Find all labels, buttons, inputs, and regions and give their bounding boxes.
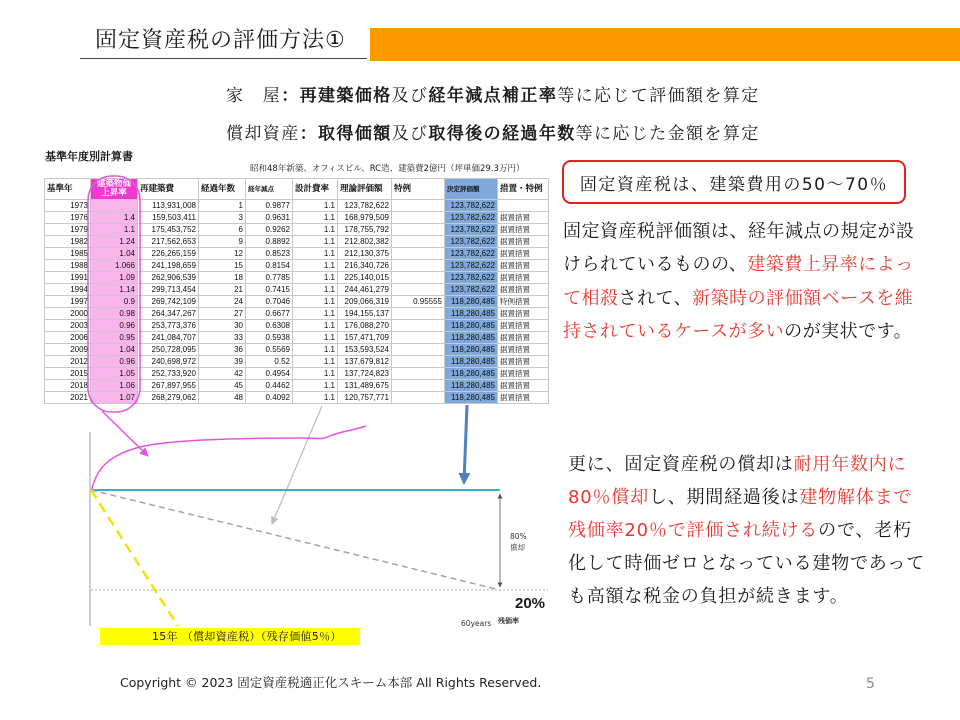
title-underline [80, 58, 367, 59]
table-cell: 18 [199, 272, 246, 284]
table-cell: 176,088,270 [338, 320, 392, 332]
table-row [45, 272, 549, 284]
table-cell [392, 332, 445, 344]
table-cell: 2000 [45, 308, 91, 320]
table-cell: 0.8892 [246, 236, 293, 248]
table-cell: 2009 [45, 344, 91, 356]
table-row [45, 320, 549, 332]
table-cell: 178,755,792 [338, 224, 392, 236]
table-cell: 24 [199, 296, 246, 308]
text-segment: 等に応じて評価額を算定 [557, 86, 760, 106]
table-cell: 1991 [45, 272, 91, 284]
table-cell: 1.1 [293, 200, 338, 212]
table-cell: 123,782,622 [445, 248, 498, 260]
table-cell: 36 [199, 344, 246, 356]
table-cell: 217,562,653 [138, 236, 199, 248]
table-cell: 1.1 [293, 284, 338, 296]
column-header: 経年減点 [246, 179, 293, 200]
table-cell: 1.1 [293, 308, 338, 320]
depreciation-percent-label: 80% [510, 532, 527, 541]
table-cell [392, 392, 445, 404]
copyright-footer: Copyright © 2023 固定資産税適正化スキーム本部 All Rights Reserved. [120, 675, 542, 690]
table-cell: 据置措置 [498, 224, 549, 236]
table-cell [392, 320, 445, 332]
table-row [45, 224, 549, 236]
column-header: 設計費率 [293, 179, 338, 200]
column-header: 基準年 [45, 179, 91, 200]
theoretical-depreciation-line [91, 490, 500, 590]
table-cell: 1.1 [293, 368, 338, 380]
table-cell [392, 260, 445, 272]
table-cell: 1.066 [91, 260, 138, 272]
table-cell [392, 380, 445, 392]
table-row [45, 380, 549, 392]
table-cell: 253,773,376 [138, 320, 199, 332]
table-cell: 299,713,454 [138, 284, 199, 296]
table-cell: 0.9877 [246, 200, 293, 212]
table-cell: 据置措置 [498, 212, 549, 224]
table-cell: 168,979,509 [338, 212, 392, 224]
table-cell: 241,084,707 [138, 332, 199, 344]
title-accent-bar [370, 28, 960, 61]
table-cell: 1.06 [91, 380, 138, 392]
assessed-value-arrow [464, 405, 467, 483]
table-cell: 45 [199, 380, 246, 392]
table-caption: 昭和48年新築、オフィスビル、RC造、建築費2億円（坪単価29.3万円） [250, 164, 525, 174]
emphasized-text: 建物解体まで [799, 487, 913, 508]
table-cell: 0.4462 [246, 380, 293, 392]
table-cell: 15 [199, 260, 246, 272]
table-cell [392, 356, 445, 368]
table-cell: 267,897,955 [138, 380, 199, 392]
table-cell: 0.8523 [246, 248, 293, 260]
table-cell: 2003 [45, 320, 91, 332]
table-cell [392, 308, 445, 320]
table-cell [498, 200, 549, 212]
table-cell: 212,802,382 [338, 236, 392, 248]
callout-box [562, 160, 906, 204]
table-cell: 0.7046 [246, 296, 293, 308]
table-cell: 194,155,137 [338, 308, 392, 320]
table-cell: 48 [199, 392, 246, 404]
table-cell: 118,280,485 [445, 368, 498, 380]
table-cell [392, 212, 445, 224]
slide-title: 固定資産税の評価方法① [95, 28, 346, 53]
text-line [568, 448, 925, 481]
table-cell: 244,461,279 [338, 284, 392, 296]
text-line [563, 215, 915, 248]
table-row [45, 260, 549, 272]
table-cell: 1.1 [293, 344, 338, 356]
table-cell: 39 [199, 356, 246, 368]
text-line [563, 282, 915, 315]
explanation-paragraph-1 [563, 215, 915, 348]
table-cell: 0.95 [91, 332, 138, 344]
table-row [45, 200, 549, 212]
table-cell: 123,782,622 [445, 224, 498, 236]
table-cell: 据置措置 [498, 320, 549, 332]
table-cell [392, 368, 445, 380]
emphasized-text: 耐用年数内に [793, 454, 907, 475]
table-cell: 0.9 [91, 296, 138, 308]
depreciable-asset-line [91, 490, 178, 626]
table-cell: 2018 [45, 380, 91, 392]
text-segment: 及び [391, 124, 429, 144]
table-cell: 1.1 [293, 272, 338, 284]
emphasized-text: 新築時の評価額ベースを維 [692, 287, 914, 309]
table-cell: 12 [199, 248, 246, 260]
table-cell: 118,280,485 [445, 296, 498, 308]
table-cell: 0.96 [91, 320, 138, 332]
table-cell: 1979 [45, 224, 91, 236]
building-price-curve [92, 426, 366, 489]
theoretical-value-arrow [272, 406, 322, 524]
table-cell: 175,453,752 [138, 224, 199, 236]
table-cell: 1982 [45, 236, 91, 248]
table-cell: 159,503,411 [138, 212, 199, 224]
table-cell: 1.07 [91, 392, 138, 404]
text-segment: も高額な税金の負担が続きます。 [568, 586, 849, 607]
callout-text: 固定資産税は、建築費用の50～70％ [579, 174, 889, 195]
table-cell [91, 200, 138, 212]
table-cell: 1.1 [293, 260, 338, 272]
table-cell [392, 284, 445, 296]
table-cell: 1.1 [293, 212, 338, 224]
emphasized-text: て相殺 [563, 287, 619, 309]
table-cell: 118,280,485 [445, 380, 498, 392]
table-cell: 21 [199, 284, 246, 296]
table-cell: 1.1 [293, 356, 338, 368]
emphasized-text: 80％償却 [568, 487, 649, 508]
table-cell: 1.1 [293, 296, 338, 308]
table-cell: 据置措置 [498, 272, 549, 284]
table-cell: 0.98 [91, 308, 138, 320]
text-line [563, 248, 915, 281]
table-cell: 2021 [45, 392, 91, 404]
table-cell [392, 224, 445, 236]
table-cell: 269,742,109 [138, 296, 199, 308]
table-row [45, 248, 549, 260]
table-cell: 42 [199, 368, 246, 380]
table-cell: 据置措置 [498, 368, 549, 380]
table-cell: 33 [199, 332, 246, 344]
table-cell: 1.1 [293, 332, 338, 344]
text-segment: 家 屋 [226, 86, 282, 106]
table-cell: 1973 [45, 200, 91, 212]
text-line [568, 580, 925, 613]
table-row [45, 212, 549, 224]
table-cell: 0.4092 [246, 392, 293, 404]
table-cell [392, 272, 445, 284]
table-cell: 1997 [45, 296, 91, 308]
table-cell: 1994 [45, 284, 91, 296]
table-cell: 9 [199, 236, 246, 248]
emphasized-text: 取得後の経過年数 [428, 124, 576, 144]
table-cell: 6 [199, 224, 246, 236]
table-cell [392, 200, 445, 212]
table-cell: 268,279,062 [138, 392, 199, 404]
text-segment: のが実状です。 [784, 320, 913, 342]
table-cell: 1.04 [91, 248, 138, 260]
table-cell: 据置措置 [498, 332, 549, 344]
table-cell: 118,280,485 [445, 392, 498, 404]
column-header: 決定評価額 [445, 179, 498, 200]
table-row [45, 332, 549, 344]
table-cell: 209,066,319 [338, 296, 392, 308]
text-line [568, 547, 925, 580]
table-cell: 0.8154 [246, 260, 293, 272]
table-row [45, 236, 549, 248]
table-cell: 据置措置 [498, 392, 549, 404]
table-cell: 131,489,675 [338, 380, 392, 392]
table-cell: 0.9631 [246, 212, 293, 224]
price-increase-arrow [102, 411, 148, 456]
table-cell: 1976 [45, 212, 91, 224]
table-cell: 123,782,622 [445, 212, 498, 224]
table-cell: 3 [199, 212, 246, 224]
text-segment: 固定資産税評価額は、経年減点の規定が設 [563, 221, 915, 242]
table-cell: 264,347,267 [138, 308, 199, 320]
table-cell: 226,265,159 [138, 248, 199, 260]
table-cell: 250,728,095 [138, 344, 199, 356]
table-cell: 特例措置 [498, 296, 549, 308]
text-line [226, 115, 760, 153]
table-row [45, 308, 549, 320]
table-cell: 123,782,622 [445, 272, 498, 284]
table-cell: 1.1 [293, 236, 338, 248]
page-number: 5 [866, 676, 875, 692]
table-cell: 241,198,659 [138, 260, 199, 272]
text-segment: 償却資産 [226, 124, 300, 144]
table-row [45, 368, 549, 380]
column-header: 措置・特例 [498, 179, 549, 200]
table-cell: 252,733,920 [138, 368, 199, 380]
table-cell: 1985 [45, 248, 91, 260]
text-line [568, 514, 925, 547]
table-cell: 0.4954 [246, 368, 293, 380]
table-cell: 1.05 [91, 368, 138, 380]
text-segment: 及び [391, 86, 429, 106]
emphasized-text: 経年減点補正率 [428, 86, 558, 106]
table-cell: 0.5569 [246, 344, 293, 356]
table-cell: 据置措置 [498, 236, 549, 248]
column-header: 建築物価 上昇率 [91, 179, 138, 200]
table-row [45, 284, 549, 296]
table-header-row [45, 179, 549, 200]
table-cell: 118,280,485 [445, 320, 498, 332]
summary-lines [226, 77, 760, 153]
table-cell: 1.4 [91, 212, 138, 224]
table-cell: 1.04 [91, 344, 138, 356]
table-cell: 137,724,823 [338, 368, 392, 380]
table-cell: 0.7415 [246, 284, 293, 296]
table-cell: 据置措置 [498, 380, 549, 392]
text-segment: し、期間経過後は [648, 487, 800, 508]
table-row [45, 344, 549, 356]
table-cell: 据置措置 [498, 284, 549, 296]
table-cell: 1 [199, 200, 246, 212]
text-segment: ので、老朽 [818, 520, 912, 541]
table-row [45, 296, 549, 308]
table-cell: 0.52 [246, 356, 293, 368]
table-cell: 据置措置 [498, 344, 549, 356]
table-cell: 1.1 [293, 224, 338, 236]
table-cell [392, 344, 445, 356]
table-cell [392, 248, 445, 260]
table-cell: 123,782,622 [445, 200, 498, 212]
table-cell: 1.09 [91, 272, 138, 284]
table-cell: 118,280,485 [445, 308, 498, 320]
residual-rate-label: 残価率 [498, 617, 519, 625]
table-cell: 1.1 [293, 248, 338, 260]
table-cell: 1.1 [293, 392, 338, 404]
emphasized-text: 建築費上昇率によっ [747, 254, 914, 276]
duration-label: 60years [461, 619, 492, 628]
column-header: 再建築費 [138, 179, 199, 200]
table-cell: 118,280,485 [445, 332, 498, 344]
table-cell: 118,280,485 [445, 356, 498, 368]
column-header: 特例 [392, 179, 445, 200]
table-cell: 1.1 [293, 320, 338, 332]
text-line [226, 77, 760, 115]
table-cell: 113,931,008 [138, 200, 199, 212]
table-cell: 1.1 [91, 224, 138, 236]
table-cell: 0.6308 [246, 320, 293, 332]
table-cell: 262,906,539 [138, 272, 199, 284]
table-cell: 1.1 [293, 380, 338, 392]
table-cell: 0.5938 [246, 332, 293, 344]
note-text: 15年 （償却資産税）（残存価値5％） [152, 630, 342, 643]
table-cell: 1988 [45, 260, 91, 272]
table-cell: 2006 [45, 332, 91, 344]
table-cell: 0.95555 [392, 296, 445, 308]
text-segment: 等に応じた金額を算定 [575, 124, 760, 144]
emphasized-text: 残価率20％で評価され続ける [568, 520, 819, 541]
column-header: 理論評価額 [338, 179, 392, 200]
table-cell: 157,471,709 [338, 332, 392, 344]
table-head [45, 179, 549, 200]
text-segment: 化して時価ゼロとなっている建物であって [568, 553, 926, 574]
table-cell: 0.7785 [246, 272, 293, 284]
table-cell: 据置措置 [498, 308, 549, 320]
table-row [45, 392, 549, 404]
column-header: 経過年数 [199, 179, 246, 200]
depreciable-asset-note [100, 628, 360, 645]
table-cell: 0.6677 [246, 308, 293, 320]
table-cell: 212,130,375 [338, 248, 392, 260]
depreciation-label: 償却 [510, 543, 525, 552]
table-cell: 0.96 [91, 356, 138, 368]
emphasized-text: ：再建築価格 [281, 86, 392, 106]
table-cell: 2012 [45, 356, 91, 368]
table-cell: 据置措置 [498, 260, 549, 272]
table-cell: 216,340,726 [338, 260, 392, 272]
table-cell: 1.14 [91, 284, 138, 296]
valuation-chart [90, 426, 548, 628]
table-cell: 123,782,622 [445, 260, 498, 272]
table-cell: 据置措置 [498, 356, 549, 368]
table-title: 基準年度別計算書 [45, 150, 133, 163]
text-line [563, 315, 915, 348]
calc-table [44, 178, 549, 404]
table-row [45, 356, 549, 368]
table-cell: 27 [199, 308, 246, 320]
explanation-paragraph-2 [568, 448, 925, 613]
table-cell: 137,679,812 [338, 356, 392, 368]
text-segment: されて、 [618, 287, 693, 309]
emphasized-text: ：取得価額 [299, 124, 392, 144]
table-cell: 123,782,622 [338, 200, 392, 212]
residual-percent-label: 20% [515, 595, 546, 612]
table-cell: 2015 [45, 368, 91, 380]
table-cell: 0.9262 [246, 224, 293, 236]
table-cell: 30 [199, 320, 246, 332]
text-segment: けられているものの、 [563, 254, 748, 276]
table-body [45, 200, 549, 404]
table-cell: 118,280,485 [445, 344, 498, 356]
text-line [568, 481, 925, 514]
table-cell: 240,698,972 [138, 356, 199, 368]
table-cell: 123,782,622 [445, 236, 498, 248]
table-cell [392, 236, 445, 248]
table-cell: 120,757,771 [338, 392, 392, 404]
table-cell: 225,140,015 [338, 272, 392, 284]
table-cell: 1.24 [91, 236, 138, 248]
table-cell: 153,593,524 [338, 344, 392, 356]
emphasized-text: 持されているケースが多い [563, 320, 785, 342]
table-cell: 据置措置 [498, 248, 549, 260]
text-segment: 更に、固定資産税の償却は [568, 454, 794, 475]
table-cell: 123,782,622 [445, 284, 498, 296]
